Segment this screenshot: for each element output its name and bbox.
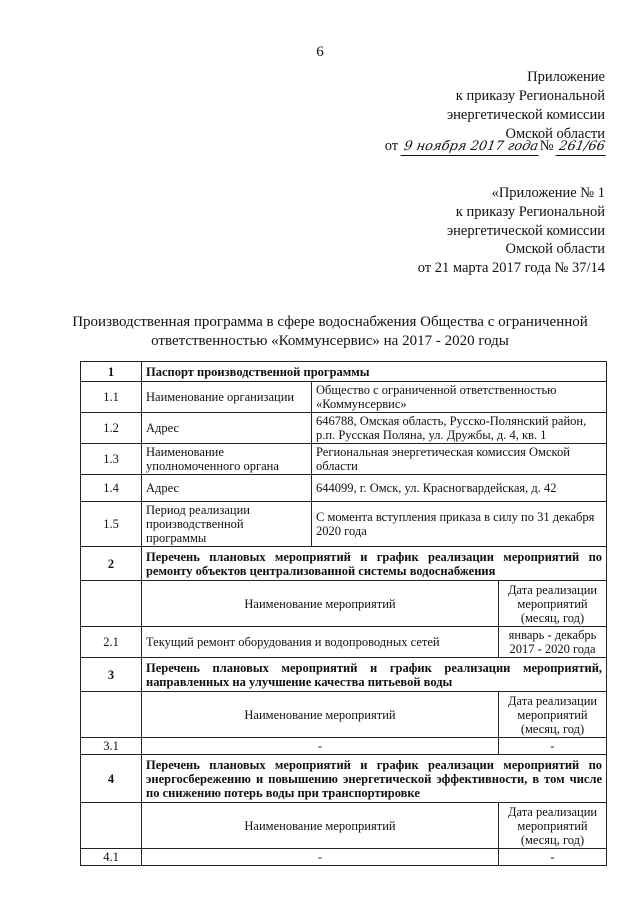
activity-name: - xyxy=(142,738,499,755)
section-title: Перечень плановых мероприятий и график реализации мероприятий по ремонту объектов централизованной системы водоснабжения xyxy=(142,547,607,581)
section-title: Перечень плановых мероприятий и график реализации мероприятий, направленных на улучшение качества питьевой воды xyxy=(142,658,607,692)
appendix2-line: Омской области xyxy=(505,241,605,258)
section-header-row xyxy=(81,362,607,382)
row-label: Период реализации производственной программы xyxy=(142,502,312,547)
column-header-date: Дата реализации мероприятий (месяц, год) xyxy=(499,803,607,849)
appendix-line: к приказу Региональной xyxy=(455,88,605,104)
row-number: 1.1 xyxy=(81,382,142,413)
table-row xyxy=(81,502,607,547)
row-label: Наименование организации xyxy=(142,382,312,413)
activity-date: - xyxy=(499,738,607,755)
activity-date: - xyxy=(499,849,607,866)
row-number: 3.1 xyxy=(81,738,142,755)
empty-cell xyxy=(81,803,142,849)
appendix-1-reference xyxy=(418,184,605,278)
section-number: 2 xyxy=(81,547,142,581)
activity-date: январь - декабрь 2017 - 2020 года xyxy=(499,627,607,658)
appendix2-line: от 21 марта 2017 года № 37/14 xyxy=(417,260,605,277)
production-program-table xyxy=(80,361,607,866)
appendix-line: Приложение xyxy=(527,69,605,85)
column-header-date: Дата реализации мероприятий (месяц, год) xyxy=(499,581,607,627)
handwritten-order-number: 261/66 xyxy=(556,139,609,156)
row-value: 646788, Омская область, Русско-Полянский район, р.п. Русская Поляна, ул. Дружбы, д. 4, кв. 1 xyxy=(312,413,607,444)
order-number-label: № xyxy=(539,138,554,154)
section-number: 1 xyxy=(81,362,142,382)
column-header-row xyxy=(81,692,607,738)
activity-name: Текущий ремонт оборудования и водопроводных сетей xyxy=(142,627,499,658)
handwritten-order-date: 9 ноября 2017 года xyxy=(400,139,541,156)
section-title: Перечень плановых мероприятий и график реализации мероприятий по энергосбережению и повышению энергетической эффективности, в том числе по снижению потерь воды при транспортировке xyxy=(142,755,607,803)
table-row xyxy=(81,738,607,755)
appendix2-line: к приказу Региональной xyxy=(455,203,605,220)
row-label: Адрес xyxy=(142,475,312,502)
appendix2-line: энергетической комиссии xyxy=(446,222,605,239)
section-number: 4 xyxy=(81,755,142,803)
empty-cell xyxy=(81,581,142,627)
table-row xyxy=(81,382,607,413)
row-value: С момента вступления приказа в силу по 31 декабря 2020 года xyxy=(312,502,607,547)
column-header-name: Наименование мероприятий xyxy=(142,581,499,627)
order-prefix: от xyxy=(384,138,399,154)
column-header-name: Наименование мероприятий xyxy=(142,692,499,738)
table-row xyxy=(81,849,607,866)
row-number: 4.1 xyxy=(81,849,142,866)
row-value: 644099, г. Омск, ул. Красногвардейская, д. 42 xyxy=(312,475,607,502)
column-header-row xyxy=(81,581,607,627)
page-number: 6 xyxy=(316,44,324,60)
section-header-row xyxy=(81,755,607,803)
column-header-name: Наименование мероприятий xyxy=(142,803,499,849)
row-number: 1.4 xyxy=(81,475,142,502)
row-label: Наименование уполномоченного органа xyxy=(142,444,312,475)
row-number: 1.5 xyxy=(81,502,142,547)
column-header-row xyxy=(81,803,607,849)
title-line-2: ответственностью «Коммунсервис» на 2017 - 2020 годы xyxy=(151,333,509,349)
row-label: Адрес xyxy=(142,413,312,444)
row-number: 2.1 xyxy=(81,627,142,658)
table-row xyxy=(81,475,607,502)
appendix-header xyxy=(447,68,605,144)
row-number: 1.2 xyxy=(81,413,142,444)
section-title: Паспорт производственной программы xyxy=(142,362,607,382)
row-value: Общество с ограниченной ответственностью «Коммунсервис» xyxy=(312,382,607,413)
document-title xyxy=(60,313,600,351)
table-row xyxy=(81,627,607,658)
appendix-line: энергетической комиссии xyxy=(446,107,605,123)
table-row xyxy=(81,444,607,475)
section-header-row xyxy=(81,547,607,581)
row-number: 1.3 xyxy=(81,444,142,475)
table-row xyxy=(81,413,607,444)
order-date-line xyxy=(385,138,607,156)
column-header-date: Дата реализации мероприятий (месяц, год) xyxy=(499,692,607,738)
empty-cell xyxy=(81,692,142,738)
activity-name: - xyxy=(142,849,499,866)
row-value: Региональная энергетическая комиссия Омской области xyxy=(312,444,607,475)
title-line-1: Производственная программа в сфере водоснабжения Общества с ограниченной xyxy=(72,314,588,330)
section-number: 3 xyxy=(81,658,142,692)
appendix-line: Омской области xyxy=(505,126,605,142)
appendix2-line: «Приложение № 1 xyxy=(491,185,605,201)
section-header-row xyxy=(81,658,607,692)
